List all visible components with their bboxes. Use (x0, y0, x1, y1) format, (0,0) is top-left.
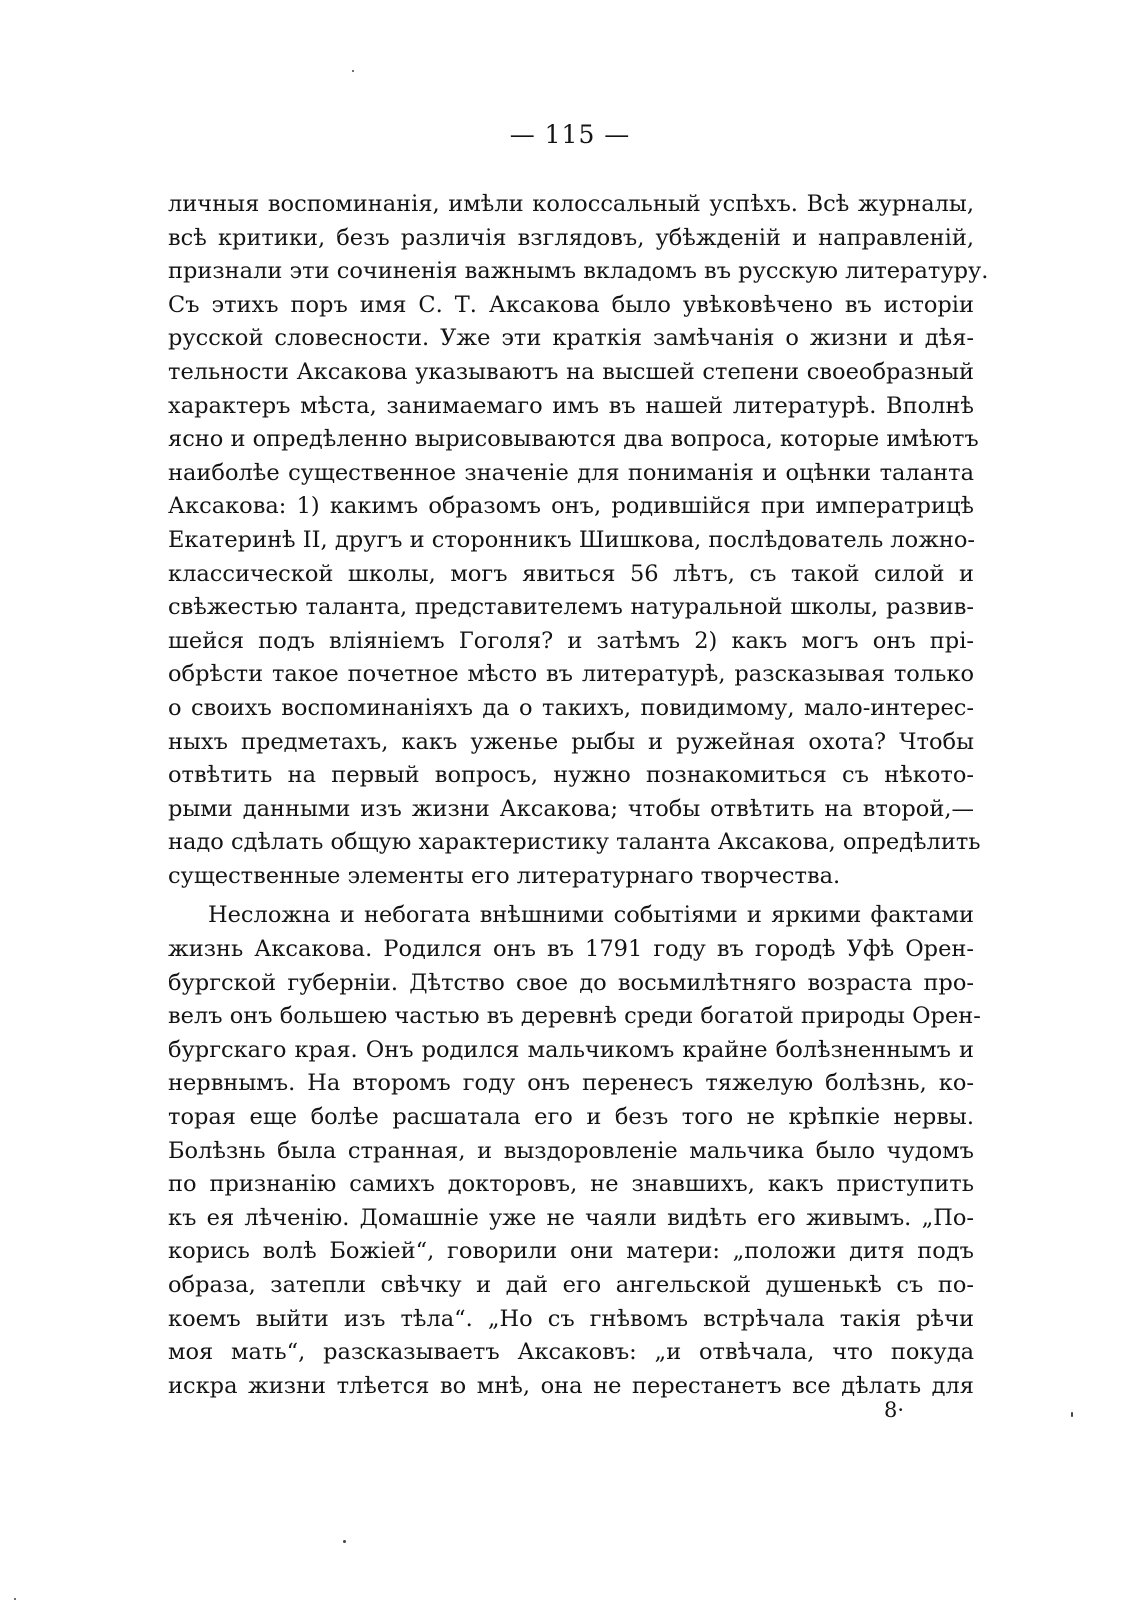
text-line: отвѣтить на первый вопросъ, нужно познакомиться съ нѣкото- (168, 762, 974, 789)
text-line: торая еще болѣе расшатала его и безъ того не крѣпкіе нервы. (168, 1104, 974, 1131)
text-line: тельности Аксакова указываютъ на высшей степени своеобразный (168, 358, 974, 385)
text-line: о своихъ воспоминаніяхъ да о такихъ, повидимому, мало-интерес- (168, 694, 974, 721)
scan-speck (14, 1598, 16, 1600)
text-line: существенные элементы его литературнаго творчества. (168, 862, 841, 889)
text-line: Аксакова: 1) какимъ образомъ онъ, родившійся при императрицѣ (168, 493, 974, 520)
text-line: по признанію самихъ докторовъ, не знавшихъ, какъ приступить (168, 1171, 974, 1198)
text-line: нервнымъ. На второмъ году онъ перенесъ тяжелую болѣзнь, ко- (168, 1070, 974, 1097)
text-line: свѣжестью таланта, представителемъ натуральной школы, развив- (168, 594, 974, 621)
text-line: Болѣзнь была странная, и выздоровленіе мальчика было чудомъ (168, 1137, 974, 1164)
text-line: Несложна и небогата внѣшними событіями и яркими фактами (208, 902, 974, 929)
text-line: шейся подъ вліяніемъ Гоголя? и затѣмъ 2) какъ могъ онъ прі- (168, 627, 974, 654)
text-line: ныхъ предметахъ, какъ уженье рыбы и ружейная охота? Чтобы (168, 728, 974, 755)
body-text (168, 188, 989, 1403)
scan-speck (343, 1540, 346, 1543)
text-line: наиболѣе существенное значеніе для пониманія и оцѣнки таланта (168, 459, 974, 486)
text-line: надо сдѣлать общую характеристику таланта Аксакова, опредѣлить (168, 829, 981, 856)
text-line: русской словесности. Уже эти краткія замѣчанія о жизни и дѣя- (168, 325, 974, 352)
paragraph-1 (168, 188, 989, 893)
text-line: бургскаго края. Онъ родился мальчикомъ крайне болѣзненнымъ и (168, 1036, 974, 1063)
text-line: рыми данными изъ жизни Аксакова; чтобы отвѣтить на второй,— (168, 795, 974, 822)
text-line: Съ этихъ поръ имя С. Т. Аксакова было увѣковѣчено въ исторіи (168, 291, 974, 318)
text-line: коемъ выйти изъ тѣла“. „Но съ гнѣвомъ встрѣчала такія рѣчи (168, 1305, 974, 1332)
text-line: личныя воспоминанія, имѣли колоссальный успѣхъ. Всѣ журналы, (168, 191, 974, 217)
text-line: корись волѣ Божіей“, говорили они матери: „положи дитя подъ (168, 1238, 974, 1265)
text-line: къ ея лѣченію. Домашніе уже не чаяли видѣть его живымъ. „По- (168, 1204, 974, 1231)
scan-speck (352, 70, 354, 72)
text-line: искра жизни тлѣется во мнѣ, она не перестанетъ все дѣлать для (168, 1372, 974, 1399)
text-line: признали эти сочиненія важнымъ вкладомъ въ русскую литературу. (168, 258, 989, 285)
text-line: характеръ мѣста, занимаемаго имъ въ нашей литературѣ. Вполнѣ (168, 392, 974, 419)
text-line: ясно и опредѣленно вырисовываются два вопроса, которые имѣютъ (168, 426, 979, 453)
page-number: — 115 — (509, 120, 631, 149)
paragraph-2 (168, 899, 981, 1403)
signature-mark: 8· (884, 1398, 905, 1422)
text-line: бургской губерніи. Дѣтство свое до восьмилѣтняго возраста про- (168, 969, 974, 996)
text-line: обрѣсти такое почетное мѣсто въ литературѣ, разсказывая только (168, 661, 974, 688)
text-line: жизнь Аксакова. Родился онъ въ 1791 году въ городѣ Уфѣ Орен- (168, 936, 974, 963)
text-line: Екатеринѣ II, другъ и сторонникъ Шишкова, послѣдователь ложно- (168, 526, 976, 553)
text-line: моя мать“, разсказываетъ Аксаковъ: „и отвѣчала, что покуда (168, 1339, 974, 1366)
text-line: образа, затепли свѣчку и дай его ангельской душенькѣ съ по- (168, 1272, 974, 1298)
scan-speck (1071, 1412, 1073, 1417)
text-line: всѣ критики, безъ различія взглядовъ, убѣжденій и направленій, (168, 224, 974, 251)
text-line: велъ онъ большею частью въ деревнѣ среди богатой природы Орен- (168, 1003, 981, 1030)
text-line: классической школы, могъ явиться 56 лѣтъ, съ такой силой и (168, 560, 974, 587)
